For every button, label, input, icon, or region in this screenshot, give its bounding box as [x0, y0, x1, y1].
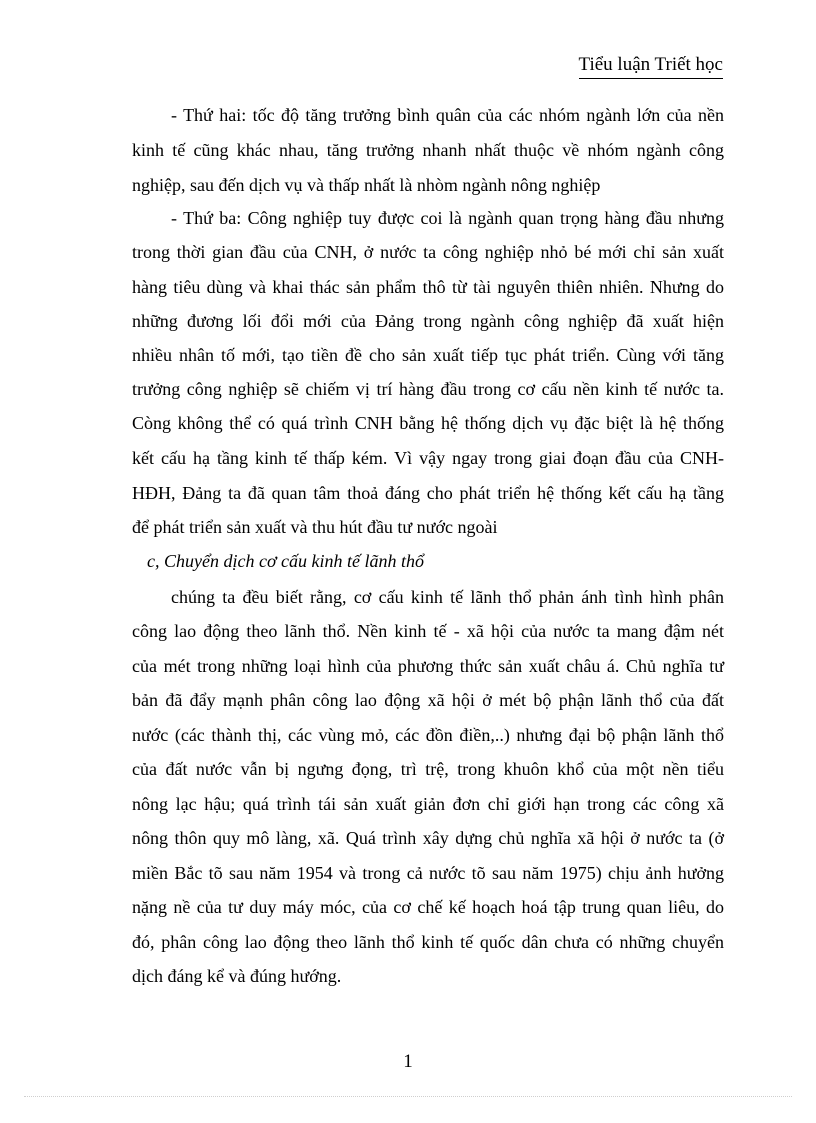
- paragraph-2-line: trưởng công nghiệp sẽ chiếm vị trí hàng đầu trong cơ cấu nền kinh tế nước ta.: [132, 379, 724, 399]
- paragraph-2-line: những đương lối đổi mới của Đảng trong ngành công nghiệp đã xuất hiện: [132, 311, 724, 331]
- paragraph-3-line: nước (các thành thị, các vùng mỏ, các đồn điền,..) nhưng đại bộ phận lãnh thổ: [132, 725, 724, 745]
- paragraph-3-line: công lao động theo lãnh thổ. Nền kinh tế - xã hội của nước ta mang đậm nét: [132, 621, 724, 641]
- paragraph-3-line: chúng ta đều biết rằng, cơ cấu kinh tế lãnh thổ phản ánh tình hình phân: [171, 587, 724, 607]
- paragraph-3-line: dịch đáng kể và đúng hướng.: [132, 966, 342, 986]
- section-heading: c, Chuyển dịch cơ cấu kinh tế lãnh thổ: [147, 551, 425, 571]
- paragraph-3-line: bản đã đẩy mạnh phân công lao động xã hội ở mét bộ phận lãnh thổ của đất: [132, 690, 724, 710]
- paragraph-3-line: nông lạc hậu; quá trình tái sản xuất giản đơn chỉ giới hạn trong các công xã: [132, 794, 724, 814]
- paragraph-2-line: - Thứ ba: Công nghiệp tuy được coi là ngành quan trọng hàng đầu nhưng: [171, 208, 724, 228]
- paragraph-2-line: nhiều nhân tố mới, tạo tiền đề cho sản xuất tiếp tục phát triển. Cùng với tăng: [132, 345, 724, 365]
- paragraph-2-line: hàng tiêu dùng và khai thác sản phẩm thô từ tài nguyên thiên nhiên. Nhưng do: [132, 277, 724, 297]
- paragraph-3-line: miền Bắc tõ sau năm 1954 và trong cả nước tõ sau năm 1975) chịu ảnh hưởng: [132, 863, 724, 883]
- paragraph-2-line: kết cấu hạ tầng kinh tế thấp kém. Vì vậy ngay trong giai đoạn đầu của CNH-: [132, 448, 724, 468]
- page-number: 1: [403, 1051, 413, 1072]
- paragraph-3-line: nặng nề của tư duy máy móc, của cơ chế kế hoạch hoá tập trung quan liêu, do: [132, 897, 724, 917]
- page-bottom-divider: [24, 1096, 792, 1097]
- paragraph-1-line: kinh tế cũng khác nhau, tăng trưởng nhanh nhất thuộc về nhóm ngành công: [132, 140, 724, 160]
- paragraph-2-line: Còng không thể có quá trình CNH bằng hệ thống dịch vụ đặc biệt là hệ thống: [132, 413, 724, 433]
- paragraph-3-line: của đất nước vẫn bị ngưng đọng, trì trệ, trong khuôn khổ của một nền tiểu: [132, 759, 724, 779]
- paragraph-1-line: nghiệp, sau đến dịch vụ và thấp nhất là nhòm ngành nông nghiệp: [132, 175, 601, 195]
- paragraph-2-line: trong thời gian đầu của CNH, ở nước ta công nghiệp nhỏ bé mới chỉ sản xuất: [132, 242, 724, 262]
- paragraph-3-line: nông thôn quy mô làng, xã. Quá trình xây dựng chủ nghĩa xã hội ở nước ta (ở: [132, 828, 724, 848]
- running-header: Tiểu luận Triết học: [579, 52, 723, 79]
- paragraph-2-line: HĐH, Đảng ta đã quan tâm thoả đáng cho phát triển hệ thống kết cấu hạ tầng: [132, 483, 724, 503]
- paragraph-3-line: đó, phân công lao động theo lãnh thổ kinh tế quốc dân chưa có những chuyển: [132, 932, 724, 952]
- paragraph-2-line: để phát triển sản xuất và thu hút đầu tư nước ngoài: [132, 517, 498, 537]
- paragraph-3-line: của mét trong những loại hình của phương thức sản xuất châu á. Chủ nghĩa tư: [132, 656, 724, 676]
- paragraph-1-line: - Thứ hai: tốc độ tăng trưởng bình quân của các nhóm ngành lớn của nền: [171, 105, 724, 125]
